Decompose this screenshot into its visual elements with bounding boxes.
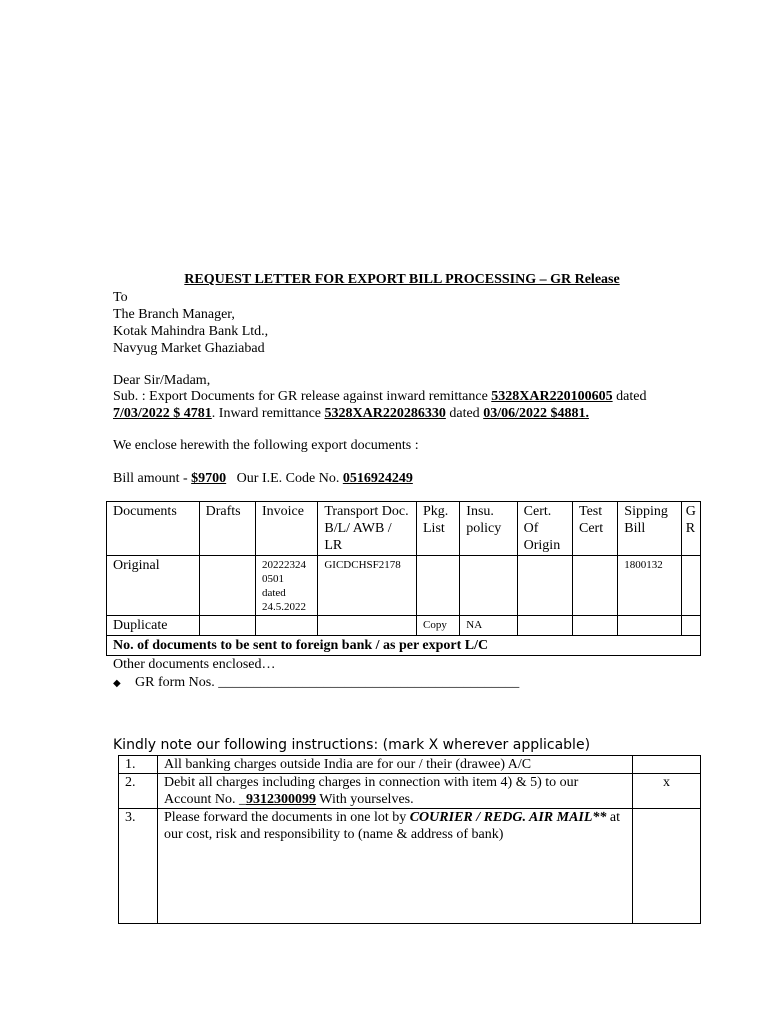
salutation: Dear Sir/Madam, (113, 373, 211, 388)
header-documents: Documents (107, 502, 200, 556)
courier-method: COURIER / REDG. AIR MAIL** (409, 810, 607, 825)
instruction-row (119, 774, 701, 809)
invoice-line-3: dated (261, 587, 286, 599)
subject-line-2 (113, 405, 589, 422)
subject-dated-1: dated (612, 389, 647, 404)
other-docs-label: Other documents enclosed… (113, 657, 276, 672)
instruction-text-b: at our cost, risk and responsibility to (name & address of bank) (164, 810, 621, 842)
letter-title: REQUEST LETTER FOR EXPORT BILL PROCESSING – GR Release (184, 272, 620, 287)
remittance-date-1: 7/03/2022 $ 4781 (113, 406, 212, 421)
table-footer-row (107, 636, 701, 656)
subject-prefix: Sub. : Export Documents for GR release against inward remittance (113, 389, 492, 404)
cell-duplicate-gr (681, 616, 700, 636)
cell-original-insu (460, 556, 517, 616)
instruction-mark (633, 809, 701, 924)
bill-line (113, 470, 413, 487)
cell-duplicate-transport (318, 616, 417, 636)
cell-original-cert (517, 556, 572, 616)
cell-duplicate-insu: NA (460, 616, 517, 636)
enclose-text: We enclose herewith the following export documents : (113, 438, 419, 453)
instruction-text-b: With yourselves. (316, 792, 414, 807)
remittance-ref-2: 5328XAR220286330 (324, 406, 446, 421)
header-insu-policy: Insu. policy (460, 502, 517, 556)
to-line: To (113, 290, 128, 305)
invoice-line-1: 20222324 (261, 559, 306, 571)
cell-duplicate-label: Duplicate (107, 616, 200, 636)
cell-duplicate-test (573, 616, 618, 636)
remittance-date-2: 03/06/2022 $4881. (483, 406, 589, 421)
instructions-heading: Kindly note our following instructions: (mark X wherever applicable) (113, 737, 591, 753)
cell-original-label: Original (107, 556, 200, 616)
addressee-line-3: Navyug Market Ghaziabad (113, 341, 265, 356)
cell-duplicate-pkg: Copy (417, 616, 460, 636)
header-gr: G R (681, 502, 700, 556)
bill-amount: $9700 (191, 471, 227, 486)
table-header-row (107, 502, 701, 556)
instruction-row (119, 756, 701, 774)
instruction-text (158, 774, 633, 809)
account-number: 9312300099 (246, 792, 317, 807)
cell-original-pkg (417, 556, 460, 616)
table-footer-text: No. of documents to be sent to foreign bank / as per export L/C (107, 636, 701, 656)
ie-label: Our I.E. Code No. (226, 471, 343, 486)
bill-label: Bill amount - (113, 471, 192, 486)
subject-line-1 (113, 388, 646, 405)
invoice-line-2: 0501 (261, 573, 284, 585)
header-invoice: Invoice (255, 502, 317, 556)
table-row-duplicate (107, 616, 701, 636)
instruction-text-a: Please forward the documents in one lot by (164, 810, 410, 825)
instruction-text (158, 809, 633, 924)
instruction-text: All banking charges outside India are for our / their (drawee) A/C (158, 756, 633, 774)
header-transport-doc: Transport Doc. B/L/ AWB / LR (318, 502, 417, 556)
remittance-ref-1: 5328XAR220100605 (491, 389, 613, 404)
invoice-line-4: 24.5.2022 (261, 601, 306, 613)
instruction-text-a: Debit all charges including charges in connection with item 4) & 5) to our Account No. _ (164, 775, 579, 807)
header-pkg-list: Pkg. List (417, 502, 460, 556)
addressee-line-1: The Branch Manager, (113, 307, 235, 322)
subject-dated-2: dated (445, 406, 484, 421)
header-test-cert: Test Cert (573, 502, 618, 556)
instruction-num: 3. (119, 809, 158, 924)
cell-duplicate-cert (517, 616, 572, 636)
cell-original-drafts (199, 556, 255, 616)
documents-table (106, 501, 701, 656)
cell-duplicate-shipping (618, 616, 681, 636)
gr-form-text: GR form Nos. ___________________________________________ (135, 675, 520, 690)
table-row-original (107, 556, 701, 616)
cell-original-invoice (255, 556, 317, 616)
header-shipping-bill: Sipping Bill (618, 502, 681, 556)
header-cert-origin: Cert. Of Origin (517, 502, 572, 556)
cell-duplicate-drafts (199, 616, 255, 636)
bullet-icon: ◆ (113, 678, 121, 689)
cell-original-transport: GICDCHSF2178 (318, 556, 417, 616)
gr-form-line (113, 674, 519, 692)
cell-original-test (573, 556, 618, 616)
instruction-num: 2. (119, 774, 158, 809)
instructions-table (118, 755, 701, 924)
cell-original-shipping-bill: 1800132 (618, 556, 681, 616)
subject-mid: . Inward remittance (211, 406, 325, 421)
ie-code: 0516924249 (342, 471, 413, 486)
instruction-mark: x (633, 774, 701, 809)
instruction-row (119, 809, 701, 924)
header-drafts: Drafts (199, 502, 255, 556)
instruction-mark (633, 756, 701, 774)
instruction-num: 1. (119, 756, 158, 774)
addressee-line-2: Kotak Mahindra Bank Ltd., (113, 324, 269, 339)
cell-original-gr (681, 556, 700, 616)
cell-duplicate-invoice (255, 616, 317, 636)
